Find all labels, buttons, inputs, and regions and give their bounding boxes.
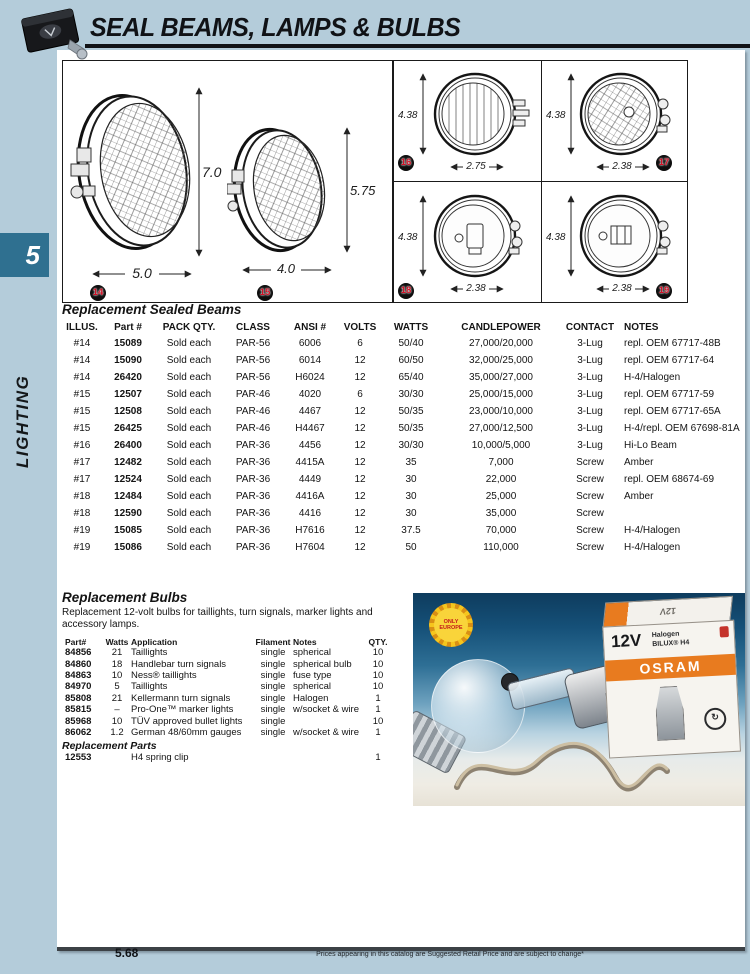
table-cell: PAR-56 bbox=[235, 372, 271, 383]
illus-badge-16: 16 bbox=[398, 155, 414, 171]
table-cell: 25,000/15,000 bbox=[469, 389, 533, 400]
table-cell: 26420 bbox=[114, 372, 142, 383]
table-cell: Amber bbox=[624, 457, 654, 468]
table-cell: #15 bbox=[73, 406, 91, 417]
table-cell: 10 bbox=[372, 658, 384, 670]
table-row bbox=[65, 727, 395, 738]
table-cell: Sold each bbox=[166, 372, 212, 383]
table-cell: 12 bbox=[354, 542, 366, 553]
table-cell: #14 bbox=[73, 372, 91, 383]
table-row bbox=[62, 320, 724, 335]
lamp-16-diagram bbox=[397, 63, 537, 177]
table-cell: 25,000 bbox=[485, 491, 517, 502]
table-cell: PACK QTY. bbox=[162, 322, 216, 333]
table-cell: Ness® taillights bbox=[131, 669, 197, 681]
table-cell: 84860 bbox=[65, 658, 92, 670]
dim-width-label: 2.38 bbox=[612, 283, 632, 294]
table-cell: Sold each bbox=[166, 355, 212, 366]
table-cell: 30/30 bbox=[398, 389, 424, 400]
dim-width-label: 4.0 bbox=[276, 261, 296, 276]
bulbs-heading: Replacement Bulbs bbox=[62, 590, 188, 605]
table-cell: H-4/Halogen bbox=[624, 525, 681, 536]
table-cell: 30 bbox=[405, 491, 417, 502]
table-cell: PAR-56 bbox=[235, 338, 271, 349]
chapter-label-vertical: LIGHTING bbox=[13, 374, 32, 468]
table-cell: 15090 bbox=[114, 355, 142, 366]
table-cell: 4020 bbox=[298, 389, 322, 400]
table-cell: 18 bbox=[111, 658, 123, 670]
table-cell: NOTES bbox=[624, 322, 659, 333]
table-cell: repl. OEM 67717-48B bbox=[624, 338, 721, 349]
table-cell: PAR-46 bbox=[235, 389, 271, 400]
table-cell: 12 bbox=[354, 457, 366, 468]
table-cell: 26400 bbox=[114, 440, 142, 451]
table-cell: spherical bbox=[293, 647, 332, 659]
table-cell: 60/50 bbox=[398, 355, 424, 366]
table-cell: 3-Lug bbox=[577, 423, 603, 434]
table-cell: #14 bbox=[73, 355, 91, 366]
table-cell: single bbox=[260, 715, 286, 727]
box-bilux-label: BILUX® H4 bbox=[652, 639, 690, 649]
table-cell: 12524 bbox=[114, 474, 142, 485]
table-cell: 10 bbox=[111, 669, 123, 681]
table-cell: 35 bbox=[405, 457, 417, 468]
table-cell: 21 bbox=[111, 692, 123, 704]
table-cell: Part# bbox=[65, 636, 87, 647]
table-cell: 85968 bbox=[65, 715, 92, 727]
dim-height-label: 5.75 bbox=[350, 183, 376, 198]
table-row bbox=[65, 704, 395, 715]
table-cell: PAR-36 bbox=[235, 457, 271, 468]
table-cell: Handlebar turn signals bbox=[131, 658, 227, 670]
osram-box-front bbox=[602, 620, 741, 759]
table-cell: H7604 bbox=[295, 542, 325, 553]
content-page bbox=[57, 50, 745, 951]
table-cell: CONTACT bbox=[565, 322, 615, 333]
table-cell: 23,000/10,000 bbox=[469, 406, 533, 417]
parts-heading: Replacement Parts bbox=[62, 740, 157, 752]
table-cell: Sold each bbox=[166, 406, 212, 417]
box-halogen-label: Halogen bbox=[651, 630, 680, 640]
table-row bbox=[62, 335, 724, 352]
table-cell: 85808 bbox=[65, 692, 92, 704]
table-cell: 26425 bbox=[114, 423, 142, 434]
table-row bbox=[62, 505, 724, 522]
table-cell: 3-Lug bbox=[577, 355, 603, 366]
table-cell: single bbox=[260, 647, 286, 659]
table-cell: 12 bbox=[354, 440, 366, 451]
table-cell: single bbox=[260, 726, 286, 738]
lamp-14-diagram bbox=[69, 64, 227, 292]
table-cell: 4416A bbox=[295, 491, 325, 502]
table-cell: 12508 bbox=[114, 406, 142, 417]
table-cell: 15086 bbox=[114, 542, 142, 553]
table-cell: Part # bbox=[114, 322, 142, 333]
only-europe-badge bbox=[429, 603, 473, 647]
table-cell: repl. OEM 67717-65A bbox=[624, 406, 721, 417]
table-cell: single bbox=[260, 692, 286, 704]
table-cell: Hi-Lo Beam bbox=[624, 440, 677, 451]
table-cell: 50/35 bbox=[398, 406, 424, 417]
table-cell: single bbox=[260, 658, 286, 670]
table-row bbox=[62, 539, 724, 556]
table-cell: 1 bbox=[375, 692, 381, 704]
table-row bbox=[62, 454, 724, 471]
table-cell: 27,000/12,500 bbox=[469, 423, 533, 434]
table-cell: 12 bbox=[354, 372, 366, 383]
osram-box bbox=[601, 595, 745, 758]
table-cell: #17 bbox=[73, 474, 91, 485]
illus-badge-19: 19 bbox=[656, 283, 672, 299]
table-cell: 84856 bbox=[65, 647, 92, 659]
table-cell: Sold each bbox=[166, 508, 212, 519]
box-logo-mark bbox=[719, 626, 729, 637]
table-cell: Taillights bbox=[131, 681, 168, 693]
table-cell: 21 bbox=[111, 647, 123, 659]
catalog-logo-image bbox=[12, 4, 90, 62]
table-cell: TÜV approved bullet lights bbox=[131, 715, 243, 727]
table-cell: 27,000/20,000 bbox=[469, 338, 533, 349]
table-cell: Sold each bbox=[166, 474, 212, 485]
table-row bbox=[65, 715, 395, 726]
table-cell: QTY. bbox=[368, 636, 388, 647]
table-cell: 7,000 bbox=[488, 457, 514, 468]
table-cell: 1 bbox=[375, 726, 381, 738]
table-cell: H-4/Halogen bbox=[624, 542, 681, 553]
box-bulb-drawing bbox=[654, 686, 685, 741]
dim-height-label: 4.38 bbox=[546, 232, 566, 243]
table-cell: 84970 bbox=[65, 681, 92, 693]
table-cell: #18 bbox=[73, 491, 91, 502]
table-cell: PAR-46 bbox=[235, 406, 271, 417]
illus-badge-18: 18 bbox=[398, 283, 414, 299]
lamp-18-diagram bbox=[397, 185, 537, 299]
table-cell: Screw bbox=[576, 542, 604, 553]
table-cell: 10 bbox=[372, 715, 384, 727]
table-cell: 5 bbox=[114, 681, 120, 693]
page-number: 5.68 bbox=[115, 946, 139, 960]
table-row bbox=[62, 522, 724, 539]
table-row bbox=[65, 658, 395, 669]
table-cell: PAR-36 bbox=[235, 474, 271, 485]
diagram-grid-divider-h bbox=[393, 181, 688, 182]
table-cell: German 48/60mm gauges bbox=[131, 726, 242, 738]
table-cell: Screw bbox=[576, 474, 604, 485]
table-cell: PAR-36 bbox=[235, 440, 271, 451]
table-cell: 6006 bbox=[298, 338, 322, 349]
table-cell: Sold each bbox=[166, 389, 212, 400]
table-cell: PAR-36 bbox=[235, 508, 271, 519]
table-cell: #19 bbox=[73, 542, 91, 553]
table-cell: H-4/Halogen bbox=[624, 372, 681, 383]
table-cell: WATTS bbox=[393, 322, 429, 333]
table-cell: Screw bbox=[576, 508, 604, 519]
dim-width-label: 2.75 bbox=[466, 161, 486, 172]
table-cell: Pro-One™ marker lights bbox=[131, 704, 234, 716]
table-cell: PAR-36 bbox=[235, 491, 271, 502]
table-cell: Application bbox=[131, 636, 178, 647]
parts-table-body bbox=[65, 752, 395, 763]
only-europe-badge-label: ONLY EUROPE bbox=[434, 608, 468, 642]
table-row bbox=[65, 670, 395, 681]
table-cell: single bbox=[260, 704, 286, 716]
chapter-number-tab: 5 bbox=[0, 233, 49, 277]
table-cell: 37.5 bbox=[401, 525, 421, 536]
table-cell: Screw bbox=[576, 457, 604, 468]
table-cell: 3-Lug bbox=[577, 389, 603, 400]
table-cell: 50/35 bbox=[398, 423, 424, 434]
table-cell: Amber bbox=[624, 491, 654, 502]
table-cell: H-4/repl. OEM 67698-81A bbox=[624, 423, 740, 434]
osram-brand-label: OSRAM bbox=[605, 654, 736, 682]
table-cell: #15 bbox=[73, 423, 91, 434]
table-cell: 4415A bbox=[295, 457, 325, 468]
header-rule bbox=[85, 44, 750, 48]
table-cell: 10 bbox=[372, 647, 384, 659]
table-cell: PAR-36 bbox=[235, 525, 271, 536]
table-cell: H4 spring clip bbox=[131, 752, 189, 764]
sealed-beams-table bbox=[62, 320, 740, 556]
table-cell: 50 bbox=[405, 542, 417, 553]
table-cell: 10,000/5,000 bbox=[471, 440, 531, 451]
sealed-beams-table-body bbox=[62, 335, 740, 556]
table-cell: 86062 bbox=[65, 726, 92, 738]
table-cell: #19 bbox=[73, 525, 91, 536]
table-cell: w/socket & wire bbox=[293, 704, 359, 716]
table-cell: 4449 bbox=[298, 474, 322, 485]
table-cell: – bbox=[114, 704, 120, 716]
dim-height-label: 7.0 bbox=[202, 164, 222, 180]
table-cell: Kellermann turn signals bbox=[131, 692, 231, 704]
table-cell: 4467 bbox=[298, 406, 322, 417]
table-cell: Watts bbox=[105, 636, 129, 647]
table-cell: 22,000 bbox=[485, 474, 517, 485]
table-cell: PAR-46 bbox=[235, 423, 271, 434]
table-cell: 12 bbox=[354, 491, 366, 502]
osram-box-flap-label: 12V bbox=[659, 605, 677, 617]
table-cell: #15 bbox=[73, 389, 91, 400]
table-cell: 6 bbox=[357, 338, 363, 349]
table-cell: 12553 bbox=[65, 752, 92, 764]
table-row bbox=[62, 369, 724, 386]
page-title: SEAL BEAMS, LAMPS & BULBS bbox=[90, 12, 461, 42]
table-cell: 12507 bbox=[114, 389, 142, 400]
table-cell: Screw bbox=[576, 491, 604, 502]
table-row bbox=[62, 386, 724, 403]
table-cell: spherical bbox=[293, 681, 332, 693]
table-cell: #14 bbox=[73, 338, 91, 349]
table-cell: Sold each bbox=[166, 338, 212, 349]
table-cell: 12 bbox=[354, 423, 366, 434]
table-cell: Sold each bbox=[166, 457, 212, 468]
table-cell: #16 bbox=[73, 440, 91, 451]
table-row bbox=[62, 403, 724, 420]
table-cell: 15089 bbox=[114, 338, 142, 349]
illus-badge-15: 15 bbox=[257, 285, 273, 301]
table-cell: Taillights bbox=[131, 647, 168, 659]
table-cell: 10 bbox=[111, 715, 123, 727]
dim-height-label: 4.38 bbox=[546, 110, 566, 121]
table-cell: 50/40 bbox=[398, 338, 424, 349]
table-cell: single bbox=[260, 681, 286, 693]
table-cell: 4456 bbox=[298, 440, 322, 451]
bulbs-table-header bbox=[65, 636, 395, 647]
table-cell: 3-Lug bbox=[577, 338, 603, 349]
table-cell: PAR-36 bbox=[235, 542, 271, 553]
table-row bbox=[62, 352, 724, 369]
table-cell: Filament bbox=[255, 636, 291, 647]
table-cell: #17 bbox=[73, 457, 91, 468]
table-cell: H6024 bbox=[295, 372, 325, 383]
dim-width-label: 2.38 bbox=[612, 161, 632, 172]
table-cell: PAR-56 bbox=[235, 355, 271, 366]
table-cell: 30 bbox=[405, 508, 417, 519]
table-cell: Sold each bbox=[166, 423, 212, 434]
dim-height-label: 4.38 bbox=[398, 110, 418, 121]
table-cell: 12484 bbox=[114, 491, 142, 502]
table-cell: 3-Lug bbox=[577, 440, 603, 451]
table-row bbox=[65, 693, 395, 704]
table-cell: 35,000/27,000 bbox=[469, 372, 533, 383]
table-cell: 6 bbox=[357, 389, 363, 400]
table-cell: 1 bbox=[375, 704, 381, 716]
table-cell: repl. OEM 67717-64 bbox=[624, 355, 715, 366]
table-cell: 1.2 bbox=[110, 726, 124, 738]
table-cell: fuse type bbox=[293, 669, 332, 681]
footer-note: Prices appearing in this catalog are Suggested Retail Price and are subject to change* bbox=[316, 951, 584, 958]
table-row bbox=[62, 420, 740, 437]
table-cell: ILLUS. bbox=[66, 322, 98, 333]
table-row bbox=[62, 437, 724, 454]
table-cell: spherical bulb bbox=[293, 658, 352, 670]
lamp-15-diagram bbox=[227, 102, 379, 292]
table-cell: 70,000 bbox=[485, 525, 517, 536]
table-cell: 15085 bbox=[114, 525, 142, 536]
table-cell: H4467 bbox=[295, 423, 325, 434]
dim-width-label: 5.0 bbox=[132, 265, 152, 281]
table-cell: H7616 bbox=[295, 525, 325, 536]
dim-height-label: 4.38 bbox=[398, 232, 418, 243]
illus-badge-14: 14 bbox=[90, 285, 106, 301]
table-cell: VOLTS bbox=[343, 322, 377, 333]
box-voltage-label: 12V bbox=[610, 630, 642, 652]
table-cell: 12 bbox=[354, 508, 366, 519]
table-cell: 65/40 bbox=[398, 372, 424, 383]
table-cell: 12 bbox=[354, 355, 366, 366]
table-cell: #18 bbox=[73, 508, 91, 519]
table-cell: 35,000 bbox=[485, 508, 517, 519]
table-cell: Sold each bbox=[166, 525, 212, 536]
table-cell: repl. OEM 67717-59 bbox=[624, 389, 715, 400]
table-cell: w/socket & wire bbox=[293, 726, 359, 738]
table-cell: 1 bbox=[375, 752, 381, 764]
table-cell: 10 bbox=[372, 681, 384, 693]
table-cell: 10 bbox=[372, 669, 384, 681]
table-cell: repl. OEM 68674-69 bbox=[624, 474, 715, 485]
illus-badge-17: 17 bbox=[656, 155, 672, 171]
connector-prongs bbox=[513, 100, 529, 126]
table-cell: 110,000 bbox=[483, 542, 519, 553]
table-cell: Notes bbox=[293, 636, 317, 647]
dim-width-label: 2.38 bbox=[466, 283, 486, 294]
table-cell: 12 bbox=[354, 406, 366, 417]
sealed-beams-table-header bbox=[62, 320, 724, 335]
recycle-icon: ↻ bbox=[704, 707, 727, 730]
product-photo bbox=[413, 593, 745, 806]
table-cell: 85815 bbox=[65, 704, 92, 716]
table-row bbox=[62, 488, 724, 505]
table-cell: 12 bbox=[354, 474, 366, 485]
table-row bbox=[65, 681, 395, 692]
table-cell: 4416 bbox=[298, 508, 322, 519]
table-cell: 3-Lug bbox=[577, 372, 603, 383]
table-cell: Sold each bbox=[166, 542, 212, 553]
table-row bbox=[65, 647, 395, 658]
bulbs-description: Replacement 12-volt bulbs for taillights, turn signals, marker lights and accessory lamps. bbox=[62, 607, 373, 630]
table-cell: 32,000/25,000 bbox=[469, 355, 533, 366]
table-cell: CLASS bbox=[236, 322, 270, 333]
table-cell: ANSI # bbox=[293, 322, 327, 333]
table-cell: Screw bbox=[576, 525, 604, 536]
sealed-beams-heading: Replacement Sealed Beams bbox=[62, 302, 242, 317]
table-cell: 12482 bbox=[114, 457, 142, 468]
table-cell: 12 bbox=[354, 525, 366, 536]
parts-table bbox=[65, 752, 395, 763]
table-cell: CANDLEPOWER bbox=[461, 322, 541, 333]
table-row bbox=[65, 636, 395, 647]
bulbs-table-body bbox=[65, 647, 395, 738]
table-row bbox=[65, 752, 395, 763]
table-cell: Sold each bbox=[166, 440, 212, 451]
table-cell: single bbox=[260, 669, 286, 681]
table-cell: 3-Lug bbox=[577, 406, 603, 417]
bulbs-table bbox=[65, 636, 395, 738]
lamp-19-diagram bbox=[545, 185, 685, 299]
table-cell: 30 bbox=[405, 474, 417, 485]
table-cell: 30/30 bbox=[398, 440, 424, 451]
table-cell: Halogen bbox=[293, 692, 329, 704]
table-cell: 84863 bbox=[65, 669, 92, 681]
table-cell: Sold each bbox=[166, 491, 212, 502]
table-cell: 6014 bbox=[298, 355, 322, 366]
table-cell: 12590 bbox=[114, 508, 142, 519]
table-row bbox=[62, 471, 724, 488]
